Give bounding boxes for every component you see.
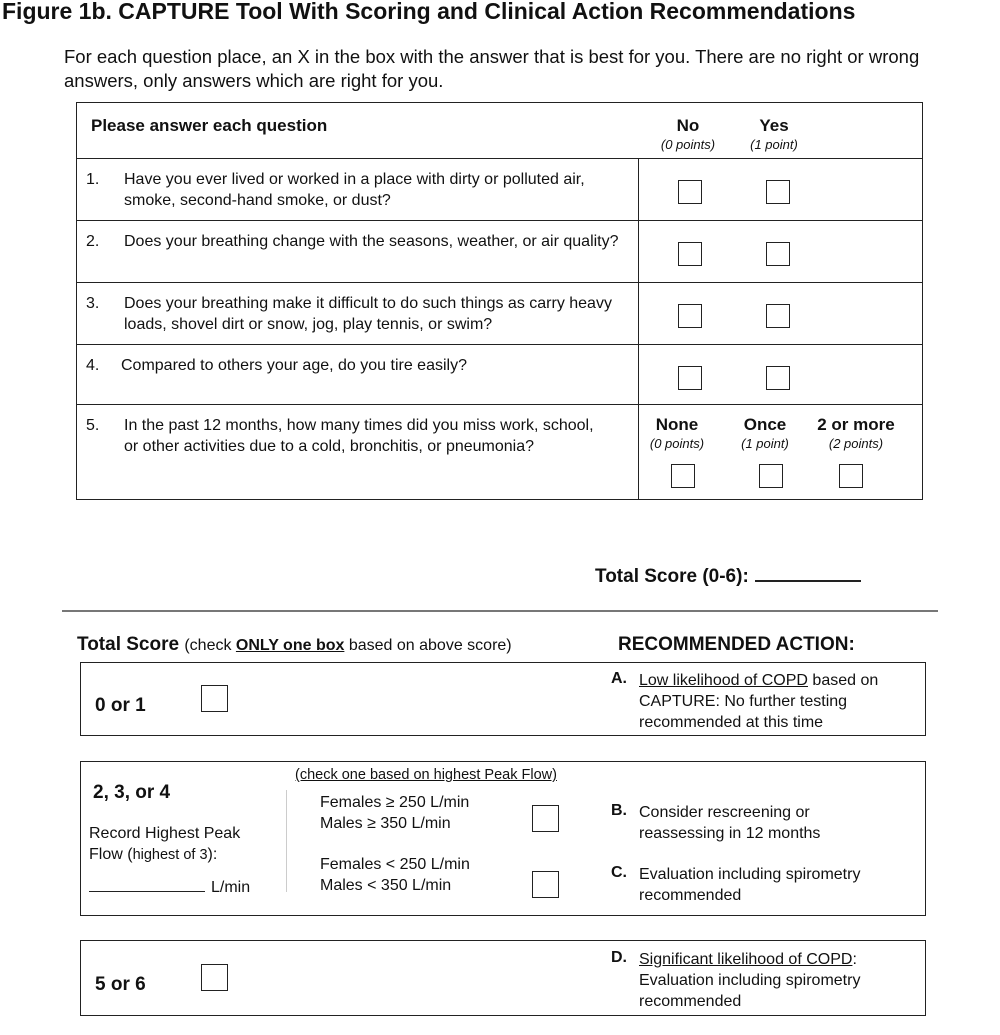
score-range-label: 5 or 6	[95, 974, 146, 995]
q3-yes-checkbox[interactable]	[766, 304, 790, 328]
peak-flow-option-2	[320, 854, 470, 896]
action-letter: A.	[611, 670, 627, 687]
question-number: 4.	[86, 357, 100, 374]
question-text: In the past 12 months, how many times did you miss work, school, or other activities due to a cold, bronchitis, or pneumonia?	[124, 417, 594, 455]
pf-line: Males ≥ 350 L/min	[320, 815, 451, 832]
option-label: 2 or more	[817, 415, 895, 434]
question-text: Have you ever lived or worked in a place with dirty or polluted air, smoke, second-hand smoke, or dust?	[124, 171, 585, 209]
pf-line: Females ≥ 250 L/min	[320, 794, 470, 811]
peak-flow-heading: (check one based on highest Peak Flow)	[295, 767, 557, 783]
action-b-text: Consider rescreening or reassessing in 12 months	[639, 804, 821, 842]
scoring-sub-text: based on above score)	[348, 637, 512, 654]
questionnaire-table	[76, 102, 923, 500]
column-yes-label: Yes	[759, 116, 789, 135]
action-d-rest: : Evaluation including spirometry recommended	[639, 951, 861, 1010]
q2-yes-checkbox[interactable]	[766, 242, 790, 266]
score-box-2-4	[80, 761, 926, 916]
score-box-5-6	[80, 940, 926, 1016]
pf-line: Males < 350 L/min	[320, 877, 452, 894]
record-text: ):	[207, 846, 218, 863]
record-text-small: highest of 3	[132, 847, 208, 863]
peak-flow-high-checkbox[interactable]	[532, 805, 559, 832]
scoring-sub-text: (check	[184, 637, 232, 654]
question-text: Does your breathing change with the seasons, weather, or air quality?	[124, 233, 619, 250]
scoring-sub-emphasis: ONLY one box	[235, 637, 345, 654]
row-divider	[77, 220, 922, 221]
column-yes-points: (1 point)	[750, 137, 798, 152]
action-letter: D.	[611, 949, 627, 966]
peak-flow-low-checkbox[interactable]	[532, 871, 559, 898]
question-text: Compared to others your age, do you tire easily?	[121, 357, 467, 374]
row-divider	[77, 404, 922, 405]
figure-title: Figure 1b. CAPTURE Tool With Scoring and Clinical Action Recommendations	[2, 0, 856, 24]
record-peak-flow-instructions	[89, 823, 279, 866]
q5-option-none	[641, 415, 713, 451]
option-points: (2 points)	[828, 436, 884, 451]
column-header-no	[652, 116, 724, 152]
row-divider	[77, 282, 922, 283]
recommended-action-heading: RECOMMENDED ACTION:	[618, 634, 855, 655]
question-text: Does your breathing make it difficult to do such things as carry heavy loads, shovel dirt or snow, jog, play tennis, or swim?	[124, 295, 612, 333]
record-line	[89, 844, 279, 866]
q1-no-checkbox[interactable]	[678, 180, 702, 204]
column-header-yes	[738, 116, 810, 152]
total-score	[595, 562, 861, 588]
q5-option-two-or-more	[801, 415, 911, 451]
q2-no-checkbox[interactable]	[678, 242, 702, 266]
action-letter: C.	[611, 864, 627, 881]
row-divider	[77, 158, 922, 159]
option-label: None	[655, 415, 699, 434]
q4-yes-checkbox[interactable]	[766, 366, 790, 390]
scoring-heading	[77, 634, 512, 656]
action-c-text: Evaluation including spirometry recommended	[639, 866, 861, 904]
row-divider	[77, 344, 922, 345]
pf-line: Females < 250 L/min	[320, 856, 470, 873]
column-divider	[638, 158, 639, 499]
action-a-rest: based on CAPTURE: No further testing recommended at this time	[639, 672, 879, 731]
q5-two-or-more-checkbox[interactable]	[839, 464, 863, 488]
scoring-heading-label: Total Score	[77, 634, 180, 655]
question-number: 2.	[86, 233, 100, 250]
column-no-points: (0 points)	[660, 137, 716, 152]
peak-flow-entry	[89, 875, 250, 898]
scoring-heading-sub	[184, 637, 511, 654]
record-line: Record Highest Peak	[89, 825, 241, 842]
table-header: Please answer each question	[91, 116, 328, 135]
question-number: 5.	[86, 417, 100, 434]
score-range-label: 0 or 1	[95, 695, 146, 716]
option-points: (0 points)	[649, 436, 705, 451]
q5-option-once	[729, 415, 801, 451]
q4-no-checkbox[interactable]	[678, 366, 702, 390]
score-box-0-1	[80, 662, 926, 736]
action-a-emphasis: Low likelihood of COPD	[639, 672, 808, 689]
instructions: For each question place, an X in the box with the answer that is best for you. There are no right or wrong answers, only answers which are right for you.	[64, 46, 920, 91]
record-text: Flow (	[89, 846, 133, 863]
peak-flow-option-1	[320, 792, 469, 834]
total-score-field[interactable]	[755, 562, 861, 582]
total-score-label: Total Score (0-6):	[595, 566, 749, 587]
option-label: Once	[743, 415, 787, 434]
peak-flow-unit: L/min	[211, 879, 251, 896]
action-d-emphasis: Significant likelihood of COPD	[639, 951, 853, 968]
q5-none-checkbox[interactable]	[671, 464, 695, 488]
action-d-text	[639, 949, 919, 1012]
q3-no-checkbox[interactable]	[678, 304, 702, 328]
option-points: (1 point)	[741, 436, 789, 451]
score-0-1-checkbox[interactable]	[201, 685, 228, 712]
question-number: 3.	[86, 295, 100, 312]
peak-flow-field[interactable]	[89, 875, 205, 892]
score-5-6-checkbox[interactable]	[201, 964, 228, 991]
action-a-text	[639, 670, 919, 733]
q1-yes-checkbox[interactable]	[766, 180, 790, 204]
question-number: 1.	[86, 171, 100, 188]
column-no-label: No	[676, 116, 700, 135]
inner-divider	[286, 790, 287, 892]
action-letter: B.	[611, 802, 627, 819]
q5-once-checkbox[interactable]	[759, 464, 783, 488]
score-range-label: 2, 3, or 4	[93, 782, 171, 803]
section-separator	[62, 610, 938, 612]
